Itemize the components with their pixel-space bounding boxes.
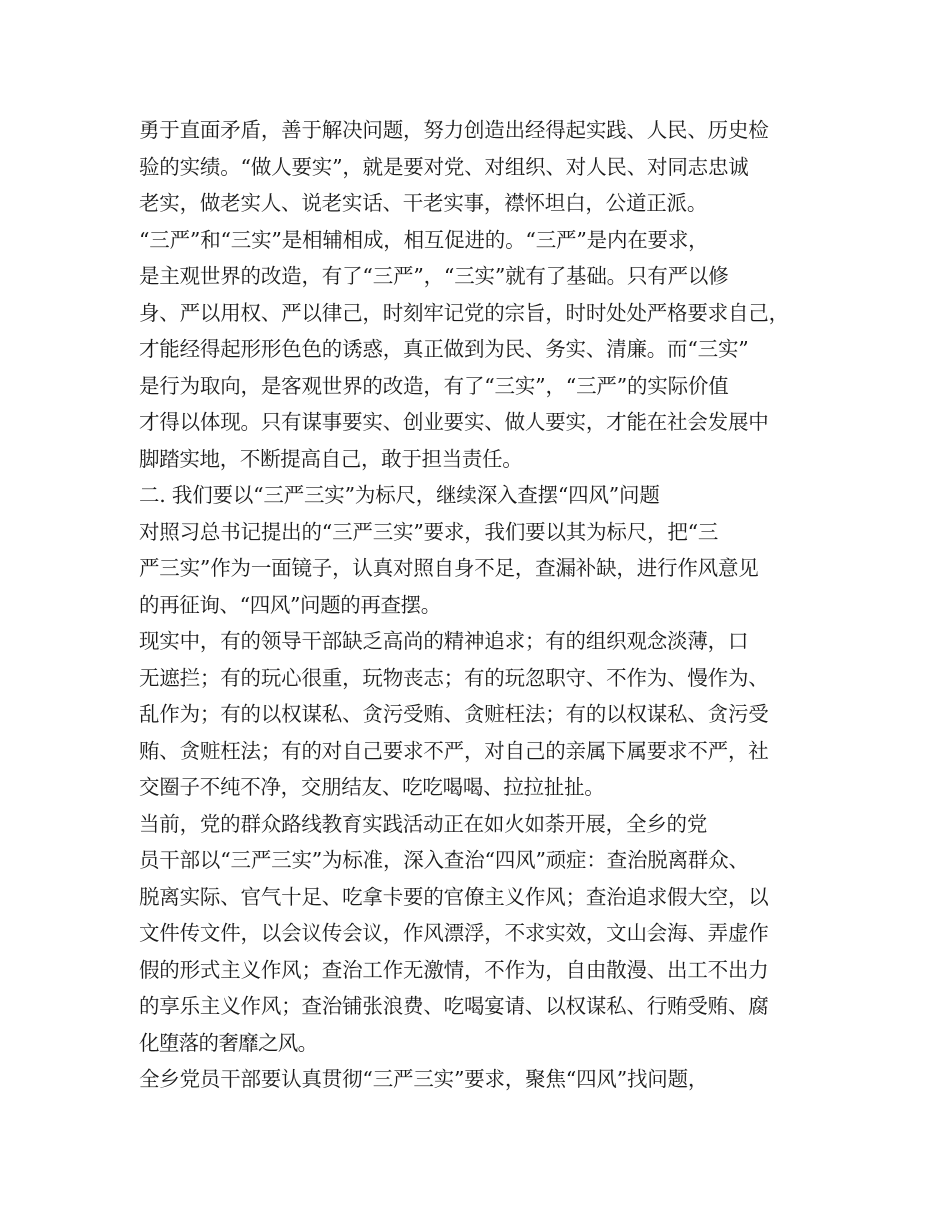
text-line: 无遮拦；有的玩心很重，玩物丧志；有的玩忽职守、不作为、慢作为、 (139, 665, 769, 690)
text-line: 的再征询、“四风”问题的再查摆。 (139, 592, 441, 617)
text-line: 假的形式主义作风；查治工作无激情，不作为，自由散漫、出工不出力 (139, 957, 769, 982)
text-line: 的享乐主义作风；查治铺张浪费、吃喝宴请、以权谋私、行贿受贿、腐 (139, 994, 769, 1018)
text-line: 文件传文件，以会议传会议，作风漂浮，不求实效，文山会海、弄虚作 (139, 921, 769, 945)
text-line: 严三实”作为一面镜子，认真对照自身不足，查漏补缺，进行作风意见 (139, 556, 759, 580)
text-line: 老实，做老实人、说老实话、干老实事，襟怀坦白，公道正派。 (139, 191, 708, 215)
text-line: 身、严以用权、严以律己，时刻牢记党的宗旨，时时处处严格要求自己， (139, 300, 789, 325)
text-line: 是行为取向，是客观世界的改造，有了“三实”，“三严”的实际价值 (139, 373, 729, 398)
text-line: 员干部以“三严三实”为标准，深入查治“四风”顽症：查治脱离群众、 (139, 848, 749, 872)
text-line: 二. 我们要以“三严三实”为标尺，继续深入查摆“四风”问题 (139, 483, 660, 507)
text-line: “三严”和“三实”是相辅相成，相互促进的。“三严”是内在要求， (139, 227, 709, 252)
text-line: 当前，党的群众路线教育实践活动正在如火如荼开展，全乡的党 (139, 811, 708, 836)
text-line: 才能经得起形形色色的诱惑，真正做到为民、务实、清廉。而“三实” (139, 337, 749, 361)
text-line: 对照习总书记提出的“三严三实”要求，我们要以其为标尺，把“三 (139, 519, 719, 544)
body-text (139, 112, 829, 1098)
text-line: 脱离实际、官气十足、吃拿卡要的官僚主义作风；查治追求假大空，以 (139, 884, 769, 909)
text-line: 现实中，有的领导干部缺乏高尚的精神追求；有的组织观念淡薄，口 (139, 629, 749, 653)
text-line: 脚踏实地，不断提高自己，敢于担当责任。 (139, 446, 523, 471)
text-line: 化堕落的奢靡之风。 (139, 1030, 318, 1055)
text-line: 交圈子不纯不净，交朋结友、吃吃喝喝、拉拉扯扯。 (139, 775, 605, 799)
text-line: 乱作为；有的以权谋私、贪污受贿、贪赃枉法；有的以权谋私、贪污受 (139, 702, 769, 726)
text-line: 贿、贪赃枉法；有的对自己要求不严，对自己的亲属下属要求不严，社 (139, 738, 769, 763)
text-line: 勇于直面矛盾，善于解决问题，努力创造出经得起实践、人民、历史检 (139, 118, 769, 142)
text-line: 才得以体现。只有谋事要实、创业要实、做人要实，才能在社会发展中 (139, 410, 769, 434)
text-line: 是主观世界的改造，有了“三严”，“三实”就有了基础。只有严以修 (139, 264, 729, 288)
text-line: 验的实绩。“做人要实”，就是要对党、对组织、对人民、对同志忠诚 (139, 154, 749, 179)
text-line: 全乡党员干部要认真贯彻“三严三实”要求，聚焦“四风”找问题， (139, 1067, 709, 1091)
